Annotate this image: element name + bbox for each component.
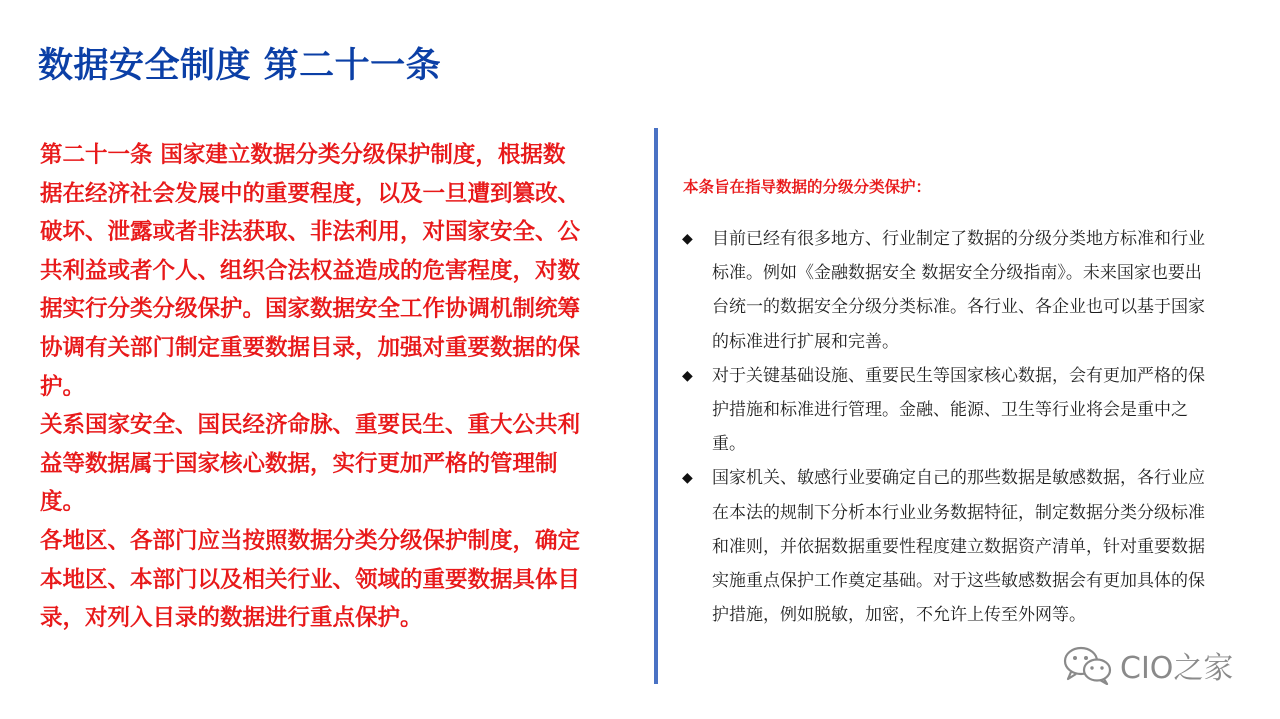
diamond-bullet-icon: ◆ bbox=[682, 231, 693, 247]
list-item bbox=[682, 359, 1212, 462]
explanation-list bbox=[682, 222, 1212, 632]
list-item-text: 对于关键基础设施、重要民生等国家核心数据，会有更加严格的保护措施和标准进行管理。金融、能源、卫生等行业将会是重中之重。 bbox=[712, 365, 1205, 455]
wechat-icon bbox=[1062, 645, 1114, 685]
article-paragraph: 各地区、各部门应当按照数据分类分级保护制度，确定本地区、本部门以及相关行业、领域的重要数据具体目录，对列入目录的数据进行重点保护。 bbox=[40, 527, 581, 632]
list-item-text: 目前已经有很多地方、行业制定了数据的分级分类地方标准和行业标准。例如《金融数据安全 数据安全分级指南》。未来国家也要出台统一的数据安全分级分类标准。各行业、各企业也可以基于国家的标准进行扩展和完善。 bbox=[712, 229, 1205, 352]
list-item-text: 国家机关、敏感行业要确定自己的那些数据是敏感数据，各行业应在本法的规制下分析本行业业务数据特征，制定数据分类分级标准和准则，并依据数据重要性程度建立数据资产清单，针对重要数据实施重点保护工作奠定基础。对于这些敏感数据会有更加具体的保护措施，例如脱敏，加密，不允许上传至外网等。 bbox=[712, 468, 1205, 626]
list-item bbox=[682, 222, 1212, 359]
article-paragraph: 第二十一条 国家建立数据分类分级保护制度，根据数据在经济社会发展中的重要程度，以及一旦遭到篡改、破坏、泄露或者非法获取、非法利用，对国家安全、公共利益或者个人、组织合法权益造成的危害程度，对数据实行分类分级保护。国家数据安全工作协调机制统筹协调有关部门制定重要数据目录，加强对重要数据的保护。 bbox=[40, 142, 581, 400]
explanation-heading: 本条旨在指导数据的分级分类保护： bbox=[683, 178, 932, 196]
watermark-text: CIO之家 bbox=[1120, 651, 1234, 686]
article-paragraph: 关系国家安全、国民经济命脉、重要民生、重大公共利益等数据属于国家核心数据，实行更加严格的管理制度。 bbox=[40, 412, 581, 516]
article-text bbox=[40, 136, 580, 638]
diamond-bullet-icon: ◆ bbox=[682, 470, 693, 487]
vertical-divider bbox=[654, 128, 658, 684]
list-item bbox=[682, 461, 1212, 632]
watermark bbox=[1062, 643, 1233, 687]
diamond-bullet-icon: ◆ bbox=[682, 367, 693, 384]
page-title: 数据安全制度 第二十一条 bbox=[38, 46, 442, 86]
